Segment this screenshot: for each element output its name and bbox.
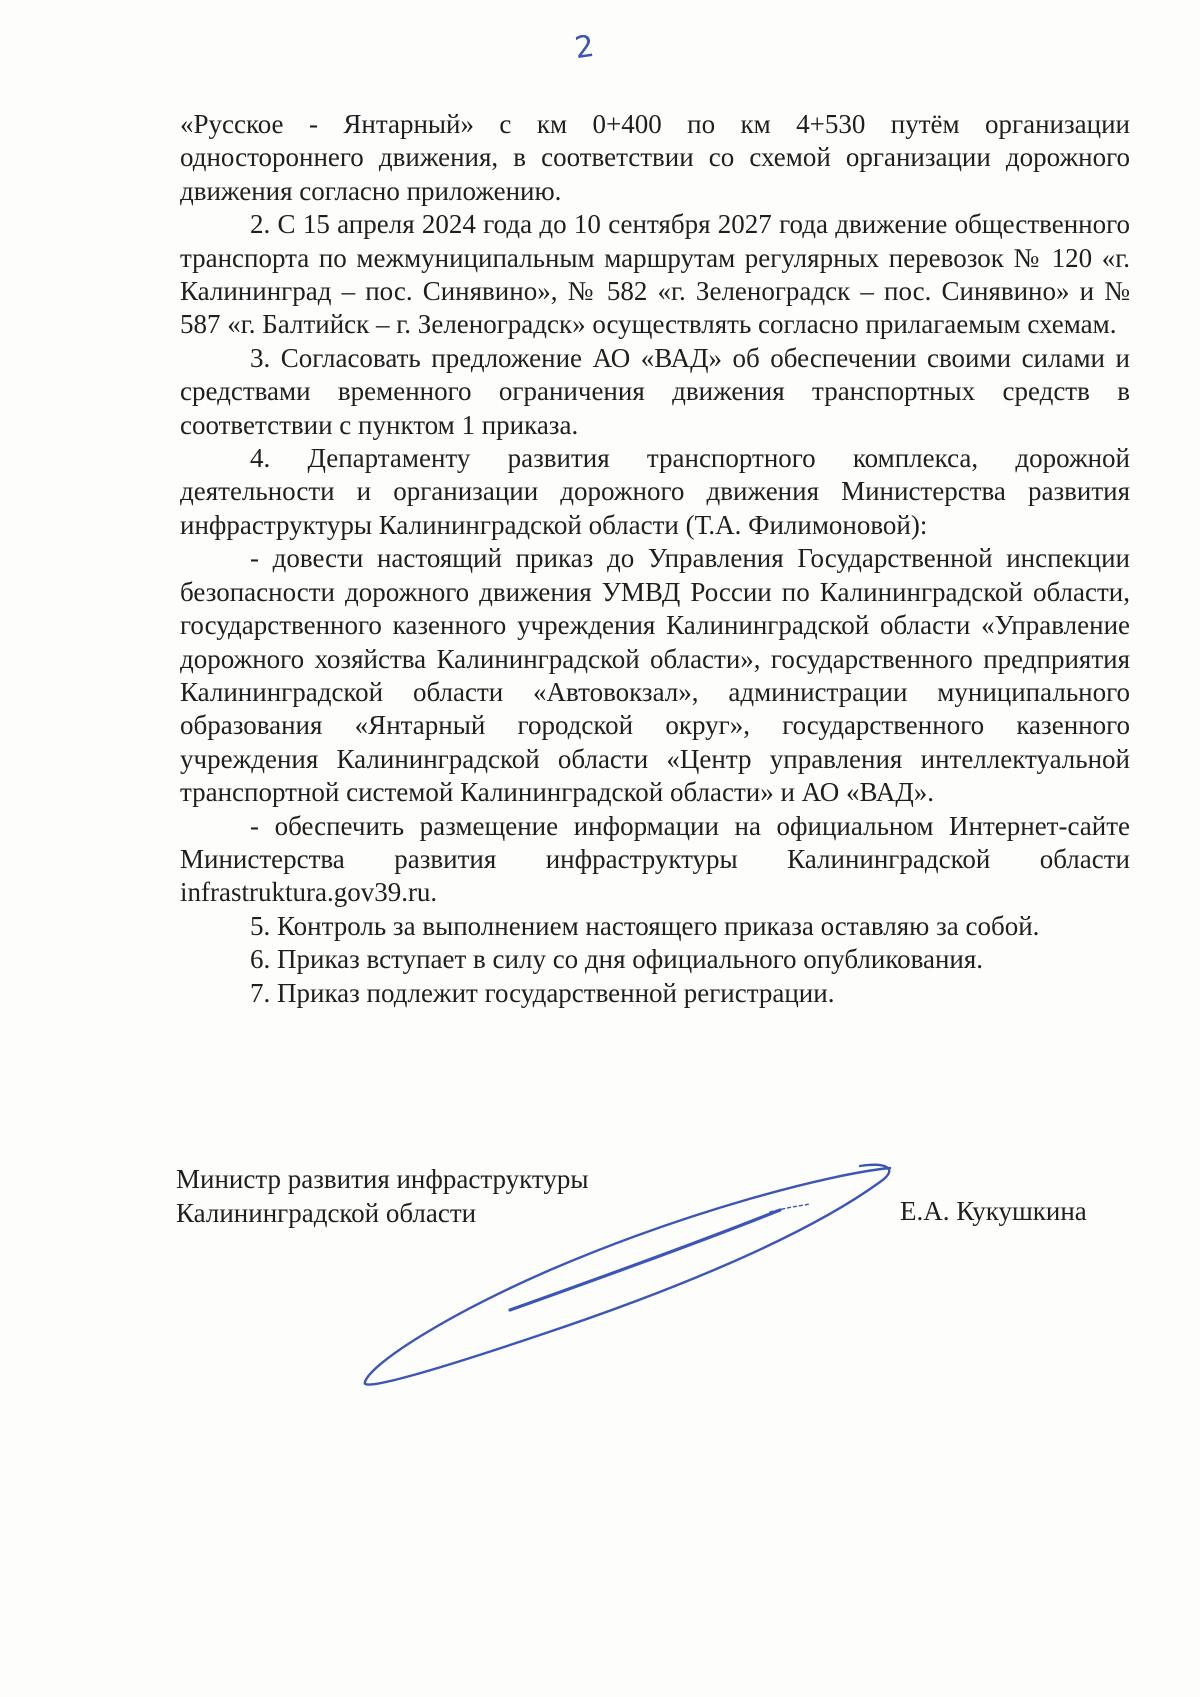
paragraph-item-3: 3. Согласовать предложение АО «ВАД» об обеспечении своими силами и средствами временного ограничения движения транспортных средств в соответствии с пунктом 1 приказа. (180, 342, 1130, 440)
paragraph-item-4: 4. Департаменту развития транспортного комплекса, дорожной деятельности и организации дорожного движения Министерства развития инфраструктуры Калининградской области (Т.А. Филимоновой): (180, 443, 1130, 540)
document-body (180, 108, 1130, 1010)
paragraph-item-6: 6. Приказ вступает в силу со дня официального опубликования. (250, 944, 984, 975)
page-number: 2 (572, 28, 597, 67)
paragraph-item-7: 7. Приказ подлежит государственной регистрации. (250, 977, 835, 1008)
paragraph-continuation: «Русское - Янтарный» с км 0+400 по км 4+530 путём организации одностороннего движения, в соответствии со схемой организации дорожного движения согласно приложению. (180, 109, 1130, 206)
paragraph-item-2: 2. С 15 апреля 2024 года до 10 сентября 2027 года движение общественного транспорта по межмуниципальным маршрутам регулярных перевозок № 120 «г. Калининград – пос. Синявино», № 582 «г. Зеленоградск – пос. Синявино» и № 587 «г. Балтийск – г. Зеленоградск» осуществлять согласно прилагаемым схемам. (180, 209, 1130, 340)
signatory-name: Е.А. Кукушкина (900, 1196, 1087, 1226)
paragraph-subitem-notify: - довести настоящий приказ до Управления Государственной инспекции безопасности дорожного движения УМВД России по Калининградской области, государственного казенного учреждения Калининградской области «Управление дорожного хозяйства Калининградской области», государственного предприятия Калининградской области «Автовокзал», администрации муниципального образования «Янтарный городской округ», государственного казенного учреждения Калининградской области «Центр управления интеллектуальной транспортной системой Калининградской области» и АО «ВАД». (180, 543, 1130, 808)
paragraph-subitem-publish: - обеспечить размещение информации на официальном Интернет-сайте Министерства развития инфраструктуры Калининградской области infrastruktura.gov39.ru. (180, 810, 1130, 908)
handwritten-signature (360, 1160, 900, 1390)
signatory-title-line-2: Калининградской области (176, 1198, 477, 1228)
signatory-title-line-1: Министр развития инфраструктуры (176, 1164, 589, 1194)
paragraph-item-5: 5. Контроль за выполнением настоящего приказа оставляю за собой. (250, 910, 1040, 941)
